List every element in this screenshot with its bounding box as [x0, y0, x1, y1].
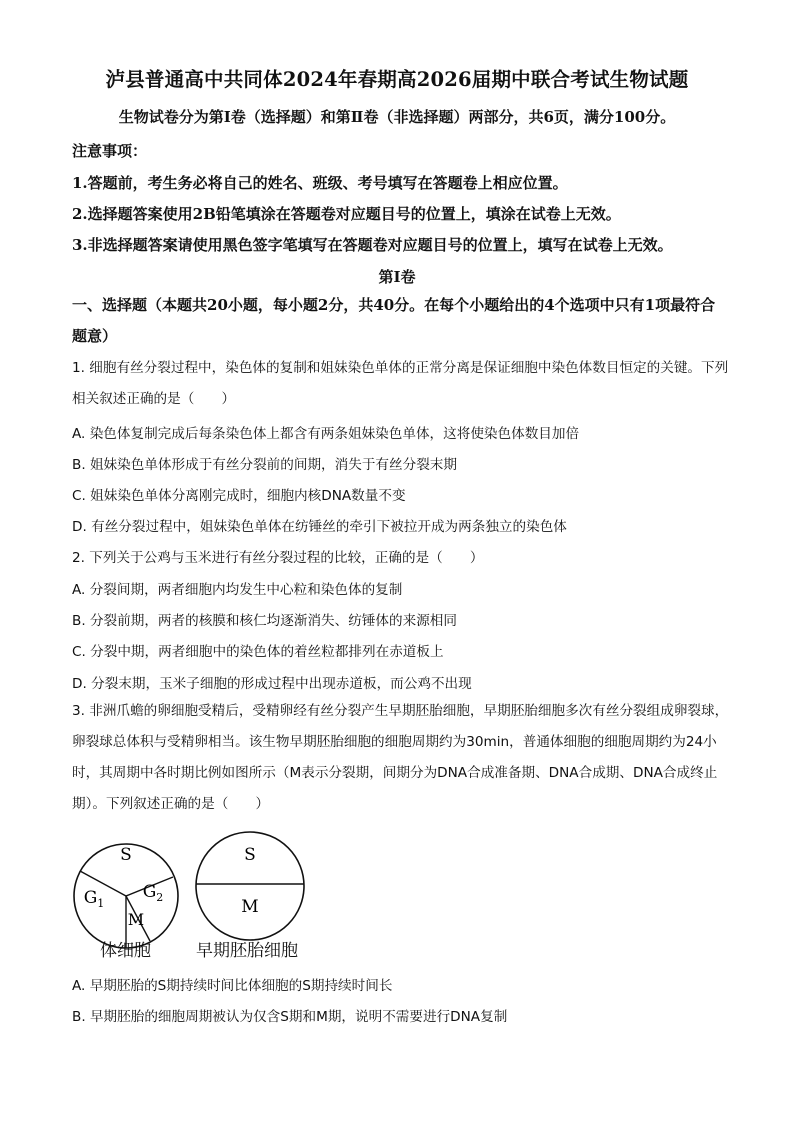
part-title: 第Ⅰ卷 [378, 268, 416, 286]
embryo-cell-caption: 早期胚胎细胞 [196, 941, 298, 961]
phase-label-s: S [120, 845, 132, 865]
question-3-option-b: B. 早期胚胎的细胞周期被认为仅含S期和M期，说明不需要进行DNA复制 [72, 1009, 508, 1025]
question-2-stem: 2. 下列关于公鸡与玉米进行有丝分裂过程的比较，正确的是（ ） [72, 550, 484, 566]
question-1-option-a: A. 染色体复制完成后每条染色体上都含有两条姐妹染色单体，这将使染色体数目加倍 [72, 426, 580, 442]
page-subtitle: 生物试卷分为第Ⅰ卷（选择题）和第Ⅱ卷（非选择题）两部分，共6页，满分100分。 [118, 108, 676, 126]
question-2-option-a: A. 分裂间期，两者细胞内均发生中心粒和染色体的复制 [72, 582, 403, 598]
embryo-cell-pie [196, 832, 304, 940]
embryo-phase-label-s: S [244, 845, 256, 865]
notice-item-3: 3.非选择题答案请使用黑色签字笔填写在答题卷对应题目号的位置上，填写在试卷上无效。 [72, 236, 673, 254]
question-1-option-b: B. 姐妹染色单体形成于有丝分裂前的间期，消失于有丝分裂末期 [72, 457, 457, 473]
section-title: 一、选择题（本题共20小题，每小题2分，共40分。在每个小题给出的4个选项中只有1项最符合题意） [72, 296, 716, 345]
question-1-option-d: D. 有丝分裂过程中，姐妹染色单体在纺锤丝的牵引下被拉开成为两条独立的染色体 [72, 519, 567, 535]
embryo-phase-label-m: M [241, 897, 259, 917]
body-cell-caption: 体细胞 [100, 941, 151, 961]
question-3-option-a: A. 早期胚胎的S期持续时间比体细胞的S期持续时间长 [72, 978, 393, 994]
question-2-option-b: B. 分裂前期，两者的核膜和核仁均逐渐消失、纺锤体的来源相同 [72, 613, 457, 629]
question-3-stem: 3. 非洲爪蟾的卵细胞受精后，受精卵经有丝分裂产生早期胚胎细胞，早期胚胎细胞多次有丝分裂组成卵裂球，卵裂球总体积与受精卵相当。该生物早期胚胎细胞的细胞周期约为30min，普通体细胞的细胞周期约为24小时，其周期中各时期比例如图所示（M表示分裂期，间期分为DNA合成准备期、DNA合成期、DNA合成终止期）。下列叙述正确的是（ ） [72, 703, 729, 812]
page-title: 泸县普通高中共同体2024年春期高2026届期中联合考试生物试题 [105, 68, 689, 91]
phase-label-m: M [127, 910, 145, 929]
question-2-option-c: C. 分裂中期，两者细胞中的染色体的着丝粒都排列在赤道板上 [72, 644, 444, 660]
question-1-stem: 1. 细胞有丝分裂过程中，染色体的复制和姐妹染色单体的正常分离是保证细胞中染色体数目恒定的关键。下列相关叙述正确的是（ ） [72, 360, 729, 407]
question-1-option-c: C. 姐妹染色单体分离刚完成时，细胞内核DNA数量不变 [72, 488, 406, 504]
question-2-option-d: D. 分裂末期，玉米子细胞的形成过程中出现赤道板，而公鸡不出现 [72, 676, 472, 692]
body-cell-pie [74, 844, 178, 948]
phase-label-g2: $G_2$ [142, 882, 164, 904]
notice-item-2: 2.选择题答案使用2B铅笔填涂在答题卷对应题目号的位置上，填涂在试卷上无效。 [72, 205, 621, 223]
phase-label-g1: $G_1$ [83, 888, 105, 910]
notice-heading: 注意事项： [72, 142, 148, 160]
notice-item-1: 1.答题前，考生务必将自己的姓名、班级、考号填写在答题卷上相应位置。 [72, 174, 568, 192]
